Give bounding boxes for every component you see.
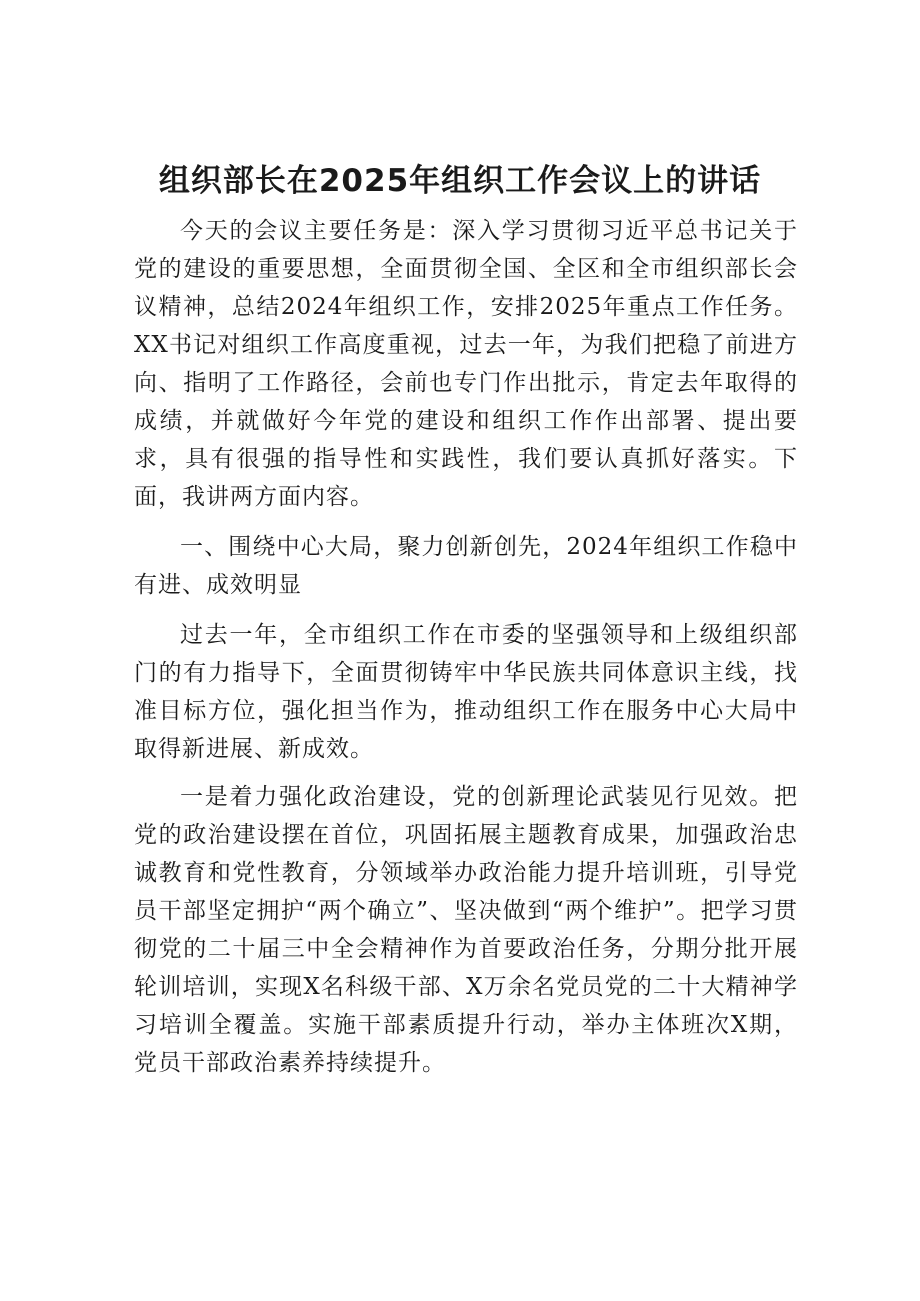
paragraph-overview: 过去一年，全市组织工作在市委的坚强领导和上级组织部门的有力指导下，全面贯彻铸牢中华民族共同体意识主线，找准目标方位，强化担当作为，推动组织工作在服务中心大局中取得新进展、新成效。 bbox=[134, 622, 798, 762]
document-title: 组织部长在2025年组织工作会议上的讲话 bbox=[158, 163, 762, 199]
paragraph-political-building: 一是着力强化政治建设，党的创新理论武装见行见效。把党的政治建设摆在首位，巩固拓展主题教育成果，加强政治忠诚教育和党性教育，分领域举办政治能力提升培训班，引导党员干部坚定拥护“两个确立”、坚决做到“两个维护”。把学习贯彻党的二十届三中全会精神作为首要政治任务，分期分批开展轮训培训，实现X名科级干部、X万余名党员党的二十大精神学习培训全覆盖。实施干部素质提升行动，举办主体班次X期，党员干部政治素养持续提升。 bbox=[134, 784, 798, 1076]
document-body bbox=[134, 212, 798, 1082]
paragraph-intro: 今天的会议主要任务是：深入学习贯彻习近平总书记关于党的建设的重要思想，全面贯彻全国、全区和全市组织部长会议精神，总结2024年组织工作，安排2025年重点工作任务。XX书记对组织工作高度重视，过去一年，为我们把稳了前进方向、指明了工作路径，会前也专门作出批示，肯定去年取得的成绩，并就做好今年党的建设和组织工作作出部署、提出要求，具有很强的指导性和实践性，我们要认真抓好落实。下面，我讲两方面内容。 bbox=[134, 218, 798, 510]
section-heading-one: 一、围绕中心大局，聚力创新创先，2024年组织工作稳中有进、成效明显 bbox=[134, 534, 798, 598]
